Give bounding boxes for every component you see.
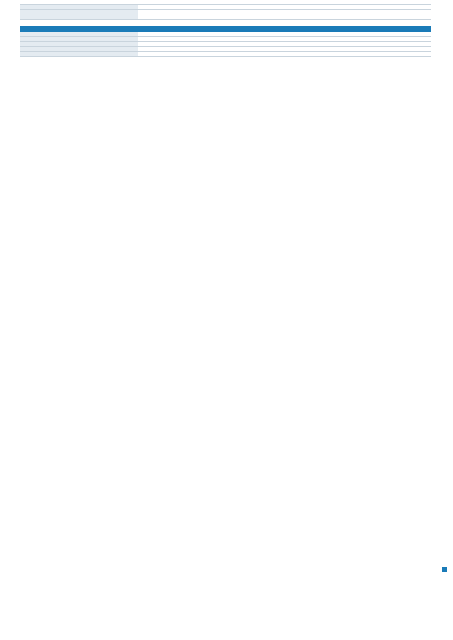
copia-left [20, 47, 138, 51]
document-page [20, 0, 431, 640]
rimborso-left [20, 37, 138, 41]
top-left-blank [20, 0, 138, 4]
penalty-row [20, 10, 431, 20]
periodo-left [20, 52, 138, 56]
penalty-right [138, 10, 431, 19]
copia-text [138, 47, 431, 51]
modification-left [20, 5, 138, 9]
recesso-left [20, 32, 138, 36]
penalty-left [20, 10, 138, 19]
page-marker-icon [442, 567, 447, 572]
modification-text [138, 5, 431, 9]
consultazione-text [138, 42, 431, 46]
recesso-right [138, 32, 431, 36]
periodo-text [138, 52, 431, 56]
page-number-side [439, 512, 451, 572]
rimborso-text [138, 37, 431, 41]
periodo-row [20, 52, 431, 57]
top-right-costs [138, 0, 431, 4]
consultazione-left [20, 42, 138, 46]
